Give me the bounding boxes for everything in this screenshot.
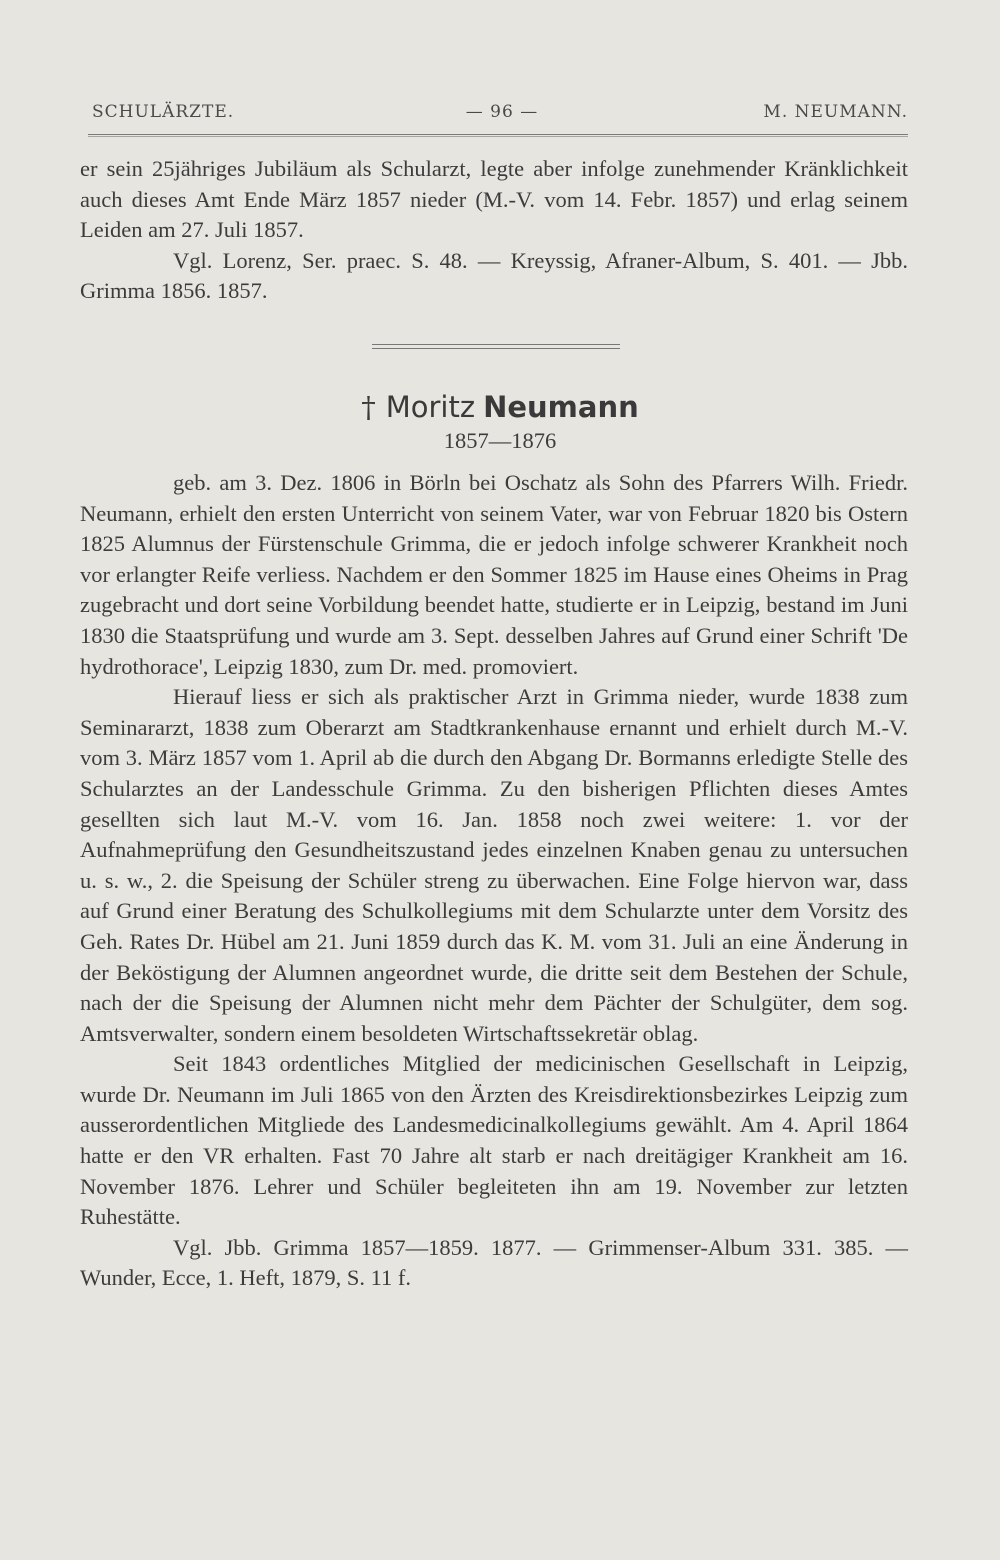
header-section-title: SCHULÄRZTE. [92,102,235,122]
section-separator [372,344,620,349]
previous-entry-text [80,154,908,307]
entry-title [0,390,1000,424]
header-rule [88,134,908,137]
previous-entry-paragraph: er sein 25jähriges Jubiläum als Schularzt, legte aber infolge zunehmender Kränklichkeit auch dieses Amt Ende März 1857 nieder (M.-V. vom 14. Febr. 1857) und erlag seinem Leiden am 27. Juli 1857. [80,156,908,243]
running-header [92,102,908,130]
biography-paragraph-birth: geb. am 3. Dez. 1806 in Börln bei Oschatz als Sohn des Pfarrers Wilh. Friedr. Neumann, erhielt den ersten Unterricht von seinem Vater, war von Februar 1820 bis Ostern 1825 Alumnus der Fürstenschule Grimma, die er jedoch infolge schwerer Krankheit noch vor erlangter Reife verliess. Nachdem er den Sommer 1825 im Hause eines Oheims in Prag zugebracht und dort seine Vorbildung beendet hatte, studierte er in Leipzig, bestand im Juni 1830 die Staatsprüfung und wurde am 3. Sept. desselben Jahres auf Grund einer Schrift 'De hydrothorace', Leipzig 1830, zum Dr. med. promoviert. [80,470,908,679]
previous-entry-references: Vgl. Lorenz, Ser. praec. S. 48. — Kreyssig, Afraner-Album, S. 401. — Jbb. Grimma 1856. 1857. [80,247,908,304]
entry-biography [80,468,908,1294]
dagger-symbol: † [361,390,376,424]
entry-years: 1857—1876 [443,428,557,453]
entry-surname: Neumann [483,390,639,424]
entry-given-name: Moritz [385,390,476,424]
biography-paragraph-career: Hierauf liess er sich als praktischer Arzt in Grimma nieder, wurde 1838 zum Seminararzt, 1838 zum Oberarzt am Stadtkrankenhause ernannt und erhielt durch M.-V. vom 3. März 1857 vom 1. April ab die durch den Abgang Dr. Bormanns erledigte Stelle des Schularztes an der Landesschule Grimma. Zu den bisherigen Pflichten dieses Amtes gesellten sich laut M.-V. vom 16. Jan. 1858 noch zwei weitere: 1. vor der Aufnahmeprüfung den Gesundheitszustand jedes einzelnen Knaben genau zu untersuchen u. s. w., 2. die Speisung der Schüler streng zu überwachen. Eine Folge hiervon war, dass auf Grund einer Beratung des Schulkollegiums mit dem Schularzte unter dem Vorsitz des Geh. Rates Dr. Hübel am 21. Juni 1859 durch das K. M. vom 31. Juli an eine Änderung in der Beköstigung der Alumnen angeordnet wurde, die dritte seit dem Bestehen der Schule, nach der die Speisung der Alumnen nicht mehr dem Pächter der Schulgüter, dem sog. Amtsverwalter, sondern einem besoldeten Wirtschaftssekretär oblag. [80,684,908,1046]
header-author-name: M. NEUMANN. [763,102,908,122]
biography-references: Vgl. Jbb. Grimma 1857—1859. 1877. — Grimmenser-Album 331. 385. — Wunder, Ecce, 1. Heft, 1879, S. 11 f. [80,1234,908,1291]
page-number: — 96 — [465,102,539,122]
biography-paragraph-later-life: Seit 1843 ordentliches Mitglied der medicinischen Gesellschaft in Leipzig, wurde Dr. Neumann im Juli 1865 von den Ärzten des Kreisdirektionsbezirkes Leipzig zum ausserordentlichen Mitgliede des Landesmedicinalkollegiums gewählt. Am 4. April 1864 hatte er den VR erhalten. Fast 70 Jahre alt starb er nach dreitägiger Krankheit am 16. November 1876. Lehrer und Schüler begleiteten ihn am 19. November zur letzten Ruhestätte. [80,1051,908,1230]
